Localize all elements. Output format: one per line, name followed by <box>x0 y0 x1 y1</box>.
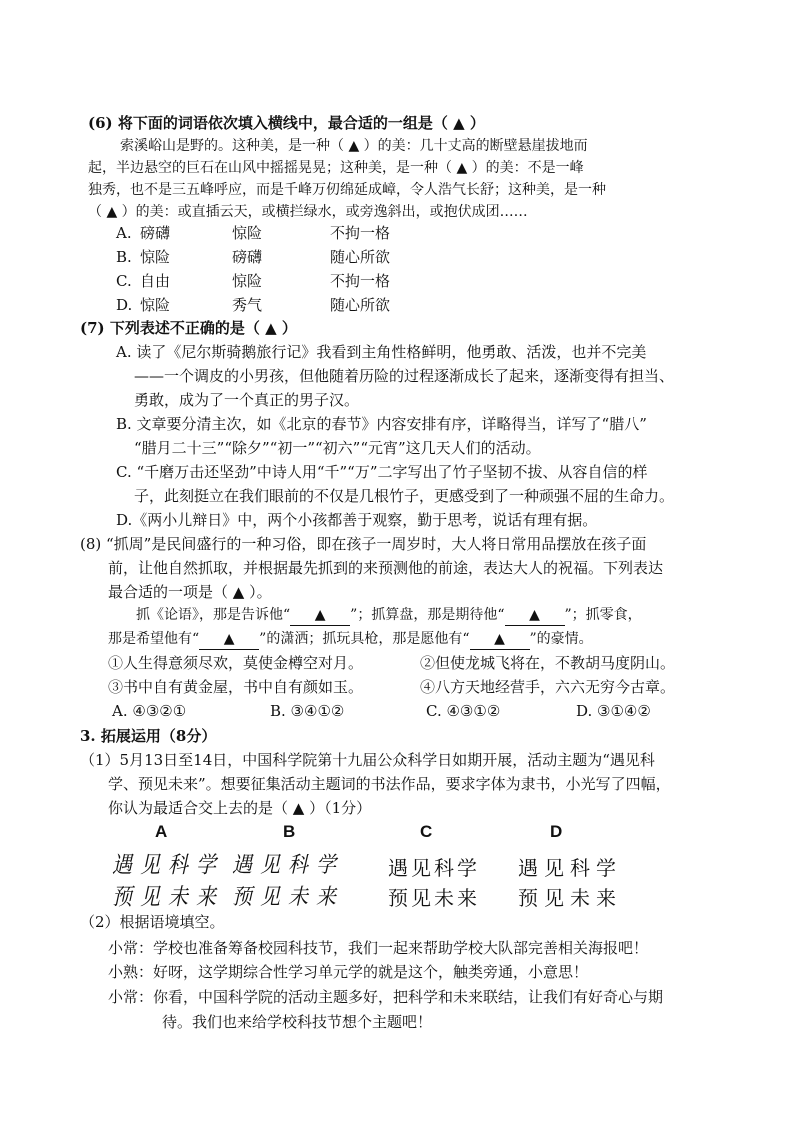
calligraphy-sample-a-bottom: 预见未来 <box>112 882 224 911</box>
q8-fill-line-1 <box>136 605 642 626</box>
q7-line: 勇敢，成为了一个真正的男子汉。 <box>134 391 360 409</box>
option-word-1: 磅礴 <box>140 224 171 242</box>
fill-text: ”的豪情。 <box>529 631 593 647</box>
option-word-1: 自由 <box>140 272 171 290</box>
option-letter-d[interactable]: D <box>550 822 563 841</box>
option-word-2: 秀气 <box>232 296 263 314</box>
option-word-3: 不拘一格 <box>330 224 391 242</box>
q7-line: 子，此刻挺立在我们眼前的不仅是几根竹子，更感受到了一种顽强不屈的生命力。 <box>134 487 675 505</box>
calligraphy-sample-b-top: 遇见科学 <box>232 850 344 878</box>
dialogue-line: 小常：学校也准备筹备校园科技节，我们一起来帮助学校大队部完善相关海报吧！ <box>108 939 649 957</box>
q6-stem: (6) 将下面的词语依次填入横线中，最合适的一组是（ ▲ ） <box>88 114 485 132</box>
calligraphy-sample-a-top: 遇见科学 <box>112 850 224 879</box>
answer-blank[interactable]: ▲ <box>505 605 565 626</box>
q6-passage-line: 独秀，也不是三五峰呼应，而是千峰万仞绵延成嶂，令人浩气长舒；这种美，是一种 <box>88 182 606 198</box>
q6-passage-line: 起，半边悬空的巨石在山风中摇摇晃晃；这种美，是一种（ ▲ ）的美：不是一峰 <box>88 160 584 176</box>
s3-q1-line: （1）5月13日至14日，中国科学院第十九届公众科学日如期开展，活动主题为“遇见科 <box>80 751 655 769</box>
option-word-2: 惊险 <box>232 224 263 242</box>
q8-answer-d[interactable]: D. ③①④② <box>576 702 651 720</box>
q7-stem: (7) 下列表述不正确的是（ ▲ ） <box>80 319 297 337</box>
q8-choice: ③书中自有黄金屋，书中自有颜如玉。 <box>108 678 364 696</box>
option-word-1: 惊险 <box>140 248 171 266</box>
answer-blank[interactable]: ▲ <box>470 629 530 650</box>
fill-text: ”的潇洒；抓玩具枪，那是愿他有“ <box>259 631 470 647</box>
q8-answer-b[interactable]: B. ③④①② <box>270 702 345 720</box>
calligraphy-sample-d-bottom: 预见未来 <box>518 886 622 910</box>
option-word-3: 不拘一格 <box>330 272 391 290</box>
fill-text: ”；抓算盘，那是期待他“ <box>350 607 505 623</box>
option-word-2: 惊险 <box>232 272 263 290</box>
s3-q1-line: 学、预见未来”。想要征集活动主题词的书法作品，要求字体为隶书，小光写了四幅， <box>108 775 671 793</box>
calligraphy-sample-c-bottom: 预见未来 <box>388 886 480 910</box>
fill-text: 抓《论语》，那是告诉他“ <box>136 607 291 623</box>
option-letter: A. <box>116 224 132 242</box>
q8-choice: ②但使龙城飞将在，不教胡马度阴山。 <box>420 654 676 672</box>
option-word-2: 磅礴 <box>232 248 263 266</box>
q8-fill-line-2 <box>108 629 593 650</box>
q8-stem: (8) “抓周”是民间盛行的一种习俗，即在孩子一周岁时，大人将日常用品摆放在孩子面 <box>80 535 647 553</box>
calligraphy-sample-c-top: 遇见科学 <box>388 856 480 880</box>
dialogue-line: 小常：你看，中国科学院的活动主题多好，把科学和未来联结，让我们有好奇心与期 <box>108 988 664 1006</box>
q7-line: ——一个调皮的小男孩，但他随着历险的过程逐渐成长了起来，逐渐变得有担当、 <box>134 367 675 385</box>
fill-text: 那是希望他有“ <box>108 631 200 647</box>
q8-choice: ④八方天地经营手，六六无穷今古章。 <box>420 678 676 696</box>
section-3-heading: 3. 拓展运用（8分） <box>80 727 217 745</box>
q7-line: “腊月二十三”“除夕”“初一”“初六”“元宵”这几天人们的活动。 <box>134 439 541 457</box>
option-letter-c[interactable]: C <box>420 822 433 841</box>
q6-passage-line: 索溪峪山是野的。这种美，是一种（ ▲ ）的美：几十丈高的断壁悬崖拔地而 <box>120 138 588 154</box>
option-letter-b[interactable]: B <box>283 822 296 841</box>
dialogue-line: 待。我们也来给学校科技节想个主题吧！ <box>162 1013 433 1031</box>
q6-passage-line: （ ▲ ）的美：或直插云天，或横拦绿水，或旁逸斜出，或抱伏成团…… <box>88 204 528 220</box>
option-word-3: 随心所欲 <box>330 248 391 266</box>
s3-q2-title: （2）根据语境填空。 <box>80 913 225 931</box>
dialogue-line: 小熟：好呀，这学期综合性学习单元学的就是这个，触类旁通，小意思！ <box>108 963 589 981</box>
answer-blank[interactable]: ▲ <box>290 605 350 626</box>
option-letter: B. <box>116 248 132 266</box>
q7-line: C. “千磨万击还坚劲”中诗人用“千”“万”二字写出了竹子坚韧不拔、从容自信的样 <box>116 463 648 481</box>
answer-blank[interactable]: ▲ <box>199 629 259 650</box>
option-word-1: 惊险 <box>140 296 171 314</box>
s3-q1-line: 你认为最适合交上去的是（ ▲ ）（1分） <box>108 799 372 817</box>
q8-answer-a[interactable]: A. ④③②① <box>112 702 187 720</box>
q7-line: D.《两小儿辩日》中，两个小孩都善于观察，勤于思考，说话有理有据。 <box>116 511 598 529</box>
q8-stem: 最合适的一项是（ ▲ ）。 <box>108 583 272 601</box>
option-word-3: 随心所欲 <box>330 296 391 314</box>
q8-answer-c[interactable]: C. ④③①② <box>426 702 501 720</box>
fill-text: ”；抓零食， <box>564 607 642 623</box>
q8-stem: 前，让他自然抓取，并根据最先抓到的来预测他的前途，表达大人的祝福。下列表达 <box>108 559 664 577</box>
option-letter: C. <box>116 272 132 290</box>
option-letter: D. <box>116 296 133 314</box>
q8-choice: ①人生得意须尽欢，莫使金樽空对月。 <box>108 654 364 672</box>
q7-line: A. 读了《尼尔斯骑鹅旅行记》我看到主角性格鲜明，他勇敢、活泼，也并不完美 <box>116 343 647 361</box>
option-letter-a[interactable]: A <box>155 822 168 841</box>
q7-line: B. 文章要分清主次，如《北京的春节》内容安排有序，详略得当，详写了“腊八” <box>116 415 647 433</box>
calligraphy-sample-b-bottom: 预见未来 <box>232 882 344 910</box>
calligraphy-sample-d-top: 遇见科学 <box>518 856 622 880</box>
